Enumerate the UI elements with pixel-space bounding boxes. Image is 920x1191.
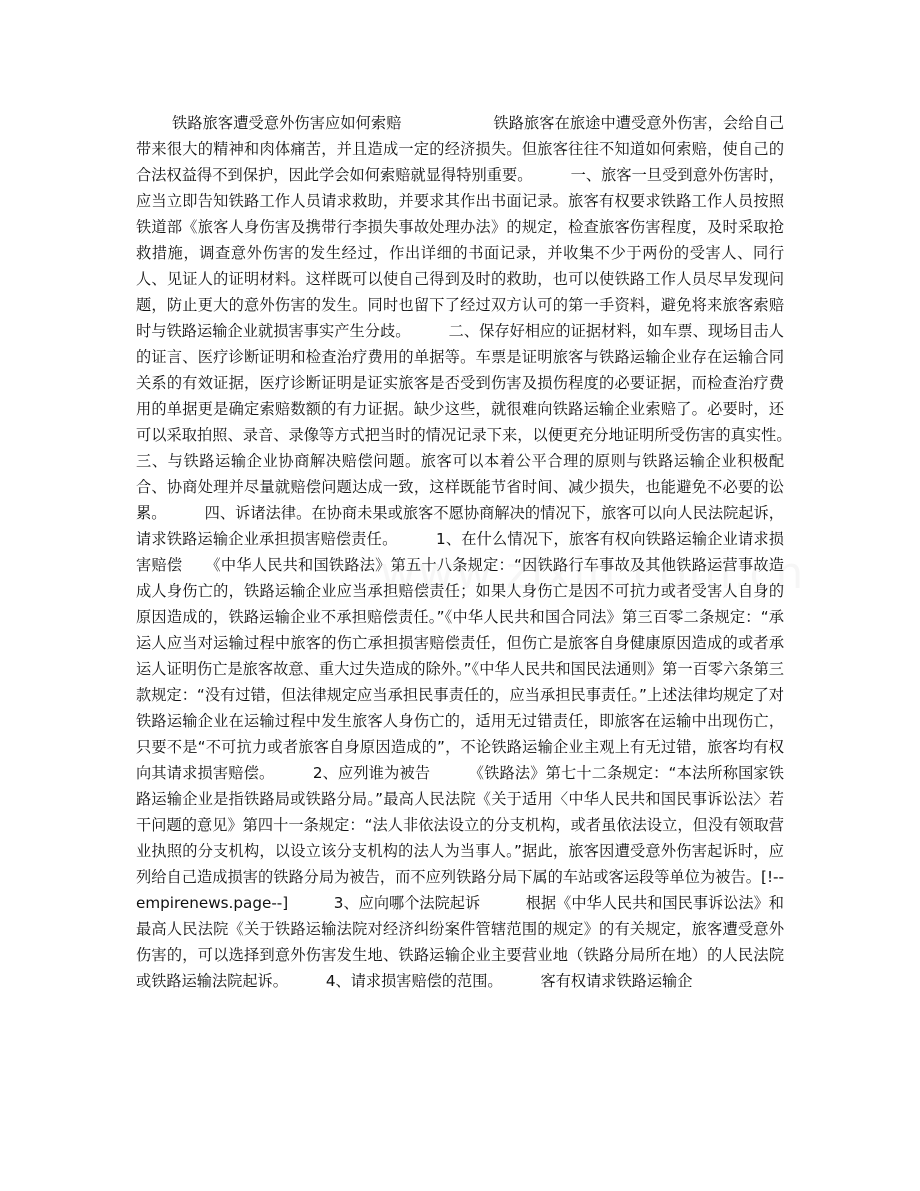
body-paragraph: 铁路旅客遭受意外伤害应如何索赔 铁路旅客在旅途中遭受意外伤害，会给自己带来很大的精神和肉体痛苦，并且造成一定的经济损失。但旅客往往不知道如何索赔，使自己的合法权益得不到保护，因此学会如何索赔就显得特别重要。 一、旅客一旦受到意外伤害时，应当立即告知铁路工作人员请求救助，并要求其作出书面记录。旅客有权要求铁路工作人员按照铁道部《旅客人身伤害及携带行李损失事故处理办法》的规定，检查旅客伤害程度，及时采取抢救措施，调查意外伤害的发生经过，作出详细的书面记录，并收集不少于两份的受害人、同行人、见证人的证明材料。这样既可以使自己得到及时的救助，也可以使铁路工作人员尽早发现问题，防止更大的意外伤害的发生。同时也留下了经过双方认可的第一手资料，避免将来旅客索赔时与铁路运输企业就损害事实产生分歧。 二、保存好相应的证据材料，如车票、现场目击人的证言、医疗诊断证明和检查治疗费用的单据等。车票是证明旅客与铁路运输企业存在运输合同关系的有效证据，医疗诊断证明是证实旅客是否受到伤害及损伤程度的必要证据，而检查治疗费用的单据更是确定索赔数额的有力证据。缺少这些，就很难向铁路运输企业索赔了。必要时，还可以采取拍照、录音、录像等方式把当时的情况记录下来，以便更充分地证明所受伤害的真实性。 三、与铁路运输企业协商解决赔偿问题。旅客可以本着公平合理的原则与铁路运输企业积极配合、协商处理并尽量就赔偿问题达成一致，这样既能节省时间、减少损失，也能避免不必要的讼累。 四、诉诸法律。在协商未果或旅客不愿协商解决的情况下，旅客可以向人民法院起诉，请求铁路运输企业承担损害赔偿责任。 1、在什么情况下，旅客有权向铁路运输企业请求损害赔偿 《中华人民共和国铁路法》第五十八条规定：“因铁路行车事故及其他铁路运营事故造成人身伤亡的，铁路运输企业应当承担赔偿责任；如果人身伤亡是因不可抗力或者受害人自身的原因造成的，铁路运输企业不承担赔偿责任。”《中华人民共和国合同法》第三百零二条规定：“承运人应当对运输过程中旅客的伤亡承担损害赔偿责任，但伤亡是旅客自身健康原因造成的或者承运人证明伤亡是旅客故意、重大过失造成的除外。”《中华人民共和国民法通则》第一百零六条第三款规定：“没有过错，但法律规定应当承担民事责任的，应当承担民事责任。”上述法律均规定了对铁路运输企业在运输过程中发生旅客人身伤亡的，适用无过错责任，即旅客在运输中出现伤亡，只要不是“不可抗力或者旅客自身原因造成的”，不论铁路运输企业主观上有无过错，旅客均有权向其请求损害赔偿。 2、应列谁为被告 《铁路法》第七十二条规定：“本法所称国家铁路运输企业是指铁路局或铁路分局。”最高人民法院《关于适用〈中华人民共和国民事诉讼法〉若干问题的意见》第四十一条规定：“法人非依法设立的分支机构，或者虽依法设立，但没有领取营业执照的分支机构，以设立该分支机构的法人为当事人。”据此，旅客因遭受意外伤害起诉时，应列给自己造成损害的铁路分局为被告，而不应列铁路分局下属的车站或客运段等单位为被告。[!--empirenews.page--] 3、应向哪个法院起诉 根据《中华人民共和国民事诉讼法》和最高人民法院《关于铁路运输法院对经济纠纷案件管辖范围的规定》的有关规定，旅客遭受意外伤害的，可以选择到意外伤害发生地、铁路运输企业主要营业地（铁路分局所在地）的人民法院或铁路运输法院起诉。 4、请求损害赔偿的范围。 客有权请求铁路运输企 xyxy=(136,114,830,990)
